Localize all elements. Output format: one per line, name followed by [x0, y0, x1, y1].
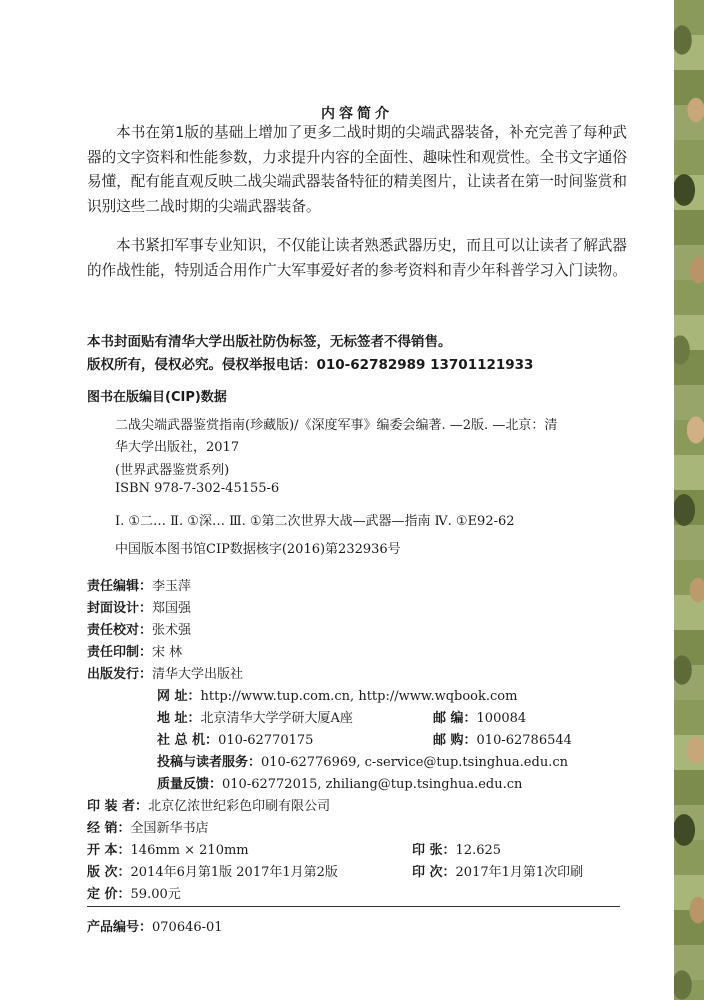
cip-series: (世界武器鉴赏系列) [115, 463, 230, 478]
cip-line-1: 二战尖端武器鉴赏指南(珍藏版)/《深度军事》编委会编著. —2版. —北京：清 [115, 418, 558, 433]
divider [87, 906, 620, 907]
anti-counterfeit-notice: 本书封面贴有清华大学出版社防伪标签，无标签者不得销售。 [87, 334, 452, 350]
credit-value: 郑国强 [152, 601, 192, 616]
camouflage-border [674, 0, 704, 1000]
publisher-mail-order: 邮 购：010-62786544 [433, 733, 572, 748]
publisher-quality-feedback: 质量反馈：010-62772015, zhiliang@tup.tsinghua.edu.cn [157, 777, 523, 792]
copyright-notice: 版权所有，侵权必究。侵权举报电话：010-62782989 13701121933 [87, 357, 534, 373]
spec-price: 定 价：59.00元 [87, 887, 181, 902]
product-code: 产品编号：070646-01 [87, 920, 223, 935]
credit-value: 张术强 [152, 623, 192, 638]
spec-print-run: 印 次：2017年1月第1次印刷 [412, 865, 584, 880]
cip-isbn: ISBN 978-7-302-45155-6 [115, 481, 280, 496]
cip-record: 中国版本图书馆CIP数据核字(2016)第232936号 [115, 542, 401, 557]
credit-label: 责任编辑： [87, 579, 153, 594]
cip-classification: Ⅰ. ①二… Ⅱ. ①深… Ⅲ. ①第二次世界大战—武器—指南 Ⅳ. ①E92-62 [115, 514, 515, 529]
credit-editor [87, 575, 191, 594]
credit-publisher [87, 663, 243, 682]
publisher-reader-service: 投稿与读者服务：010-62776969, c-service@tup.tsinghua.edu.cn [157, 755, 568, 770]
spec-printer: 印 装 者：北京亿浓世纪彩色印刷有限公司 [87, 799, 331, 814]
credit-label: 封面设计： [87, 601, 153, 616]
spec-format: 开 本：146mm × 210mm [87, 843, 249, 858]
cip-heading: 图书在版编目(CIP)数据 [87, 390, 227, 405]
credit-value: 清华大学出版社 [152, 667, 244, 682]
spec-distributor: 经 销：全国新华书店 [87, 821, 209, 836]
credit-value: 宋 林 [152, 645, 183, 660]
credit-printing [87, 641, 182, 660]
credit-proofreader [87, 619, 191, 638]
credit-label: 责任印制： [87, 645, 153, 660]
publisher-address: 地 址：北京清华大学学研大厦A座 [157, 711, 353, 726]
publisher-website: 网 址：http://www.tup.com.cn, http://www.wqbook.com [157, 689, 518, 704]
credit-label: 出版发行： [87, 667, 153, 682]
credit-value: 李玉萍 [152, 579, 192, 594]
credit-label: 责任校对： [87, 623, 153, 638]
intro-paragraph-1: 本书在第1版的基础上增加了更多二战时期的尖端武器装备，补充完善了每种武器的文字资料和性能参数，力求提升内容的全面性、趣味性和观赏性。全书文字通俗易懂，配有能直观反映二战尖端武器装备特征的精美图片，让读者在第一时间鉴赏和识别这些二战时期的尖端武器装备。 [87, 124, 627, 215]
spec-sheets: 印 张：12.625 [412, 843, 502, 858]
spec-edition: 版 次：2014年6月第1版 2017年1月第2版 [87, 865, 338, 880]
cip-line-2: 华大学出版社，2017 [115, 440, 240, 455]
publisher-postcode: 邮 编：100084 [433, 711, 527, 726]
intro-paragraph-2: 本书紧扣军事专业知识，不仅能让读者熟悉武器历史，而且可以让读者了解武器的作战性能，特别适合用作广大军事爱好者的参考资料和青少年科普学习入门读物。 [87, 237, 627, 279]
publisher-switchboard: 社 总 机：010-62770175 [157, 733, 314, 748]
credit-cover-design [87, 597, 191, 616]
page-title: 内容简介 [321, 106, 393, 122]
